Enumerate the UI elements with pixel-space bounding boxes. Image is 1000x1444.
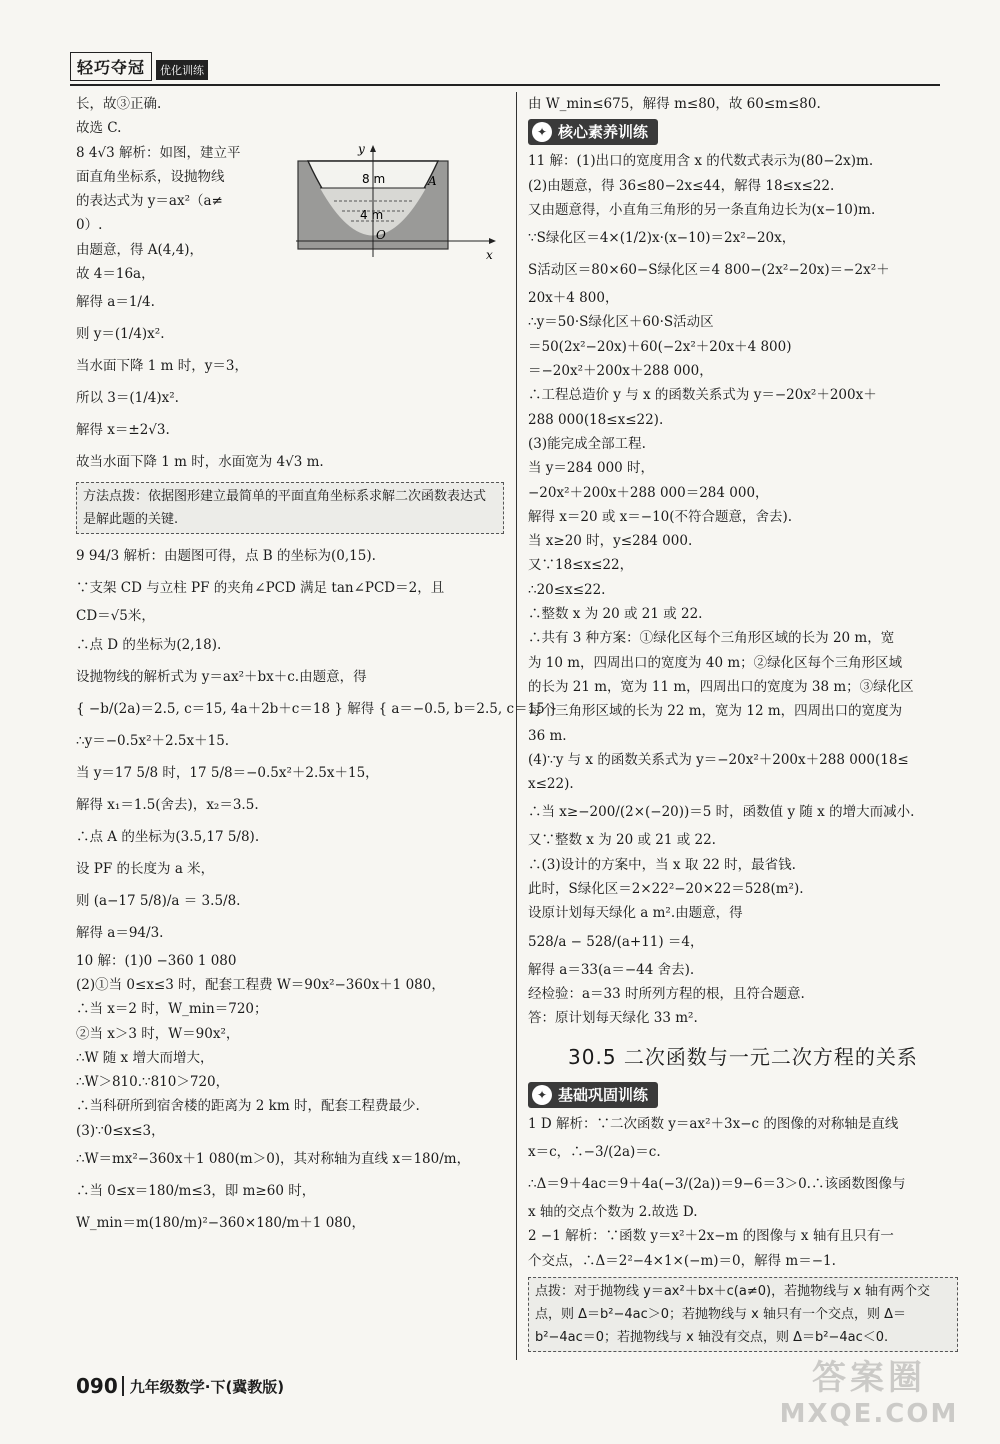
text-line: 解得 a＝33(a＝−44 舍去).: [528, 961, 695, 978]
text-line: ∴点 D 的坐标为(2,18).: [76, 636, 222, 653]
text-line: ∴当科研所到宿舍楼的距离为 2 km 时，配套工程费最少.: [76, 1098, 420, 1115]
text-line: 0）.: [76, 217, 103, 234]
channel-figure: [296, 143, 502, 265]
text-line: 10 解：(1)0 −360 1 080: [76, 952, 237, 969]
text-line: 设 PF 的长度为 a 米，: [76, 860, 215, 877]
right-column: [528, 92, 958, 1358]
text-line: 288 000(18≤x≤22).: [528, 411, 664, 428]
watermark-line-1: 答案圈: [812, 1358, 926, 1398]
text-line: 长，故③正确.: [76, 96, 162, 112]
tip-text: 点拨：对于抛物线 y＝ax²＋bx＋c(a≠0)，若抛物线与 x 轴有两个交点，则 Δ＝b²−4ac＞0；若抛物线与 x 轴只有一个交点，则 Δ＝b²−4ac＝0；若抛物线与 x 轴没有交点，则 Δ＝b²−4ac＜0.: [535, 1283, 931, 1345]
brand-subtitle: 优化训练: [156, 60, 208, 80]
text-line: x≤22).: [528, 776, 574, 793]
text-line: 由 W_min≤675，解得 m≤80，故 60≤m≤80.: [528, 96, 821, 112]
text-line: 个交点，∴Δ＝2²−4×1×(−m)＝0，解得 m＝−1.: [528, 1252, 836, 1269]
text-line: 11 解：(1)出口的宽度用含 x 的代数式表示为(80−2x)m.: [528, 153, 874, 170]
page-footer: [76, 1374, 284, 1398]
x-axis-label: x: [486, 248, 493, 262]
text-line: 解得 a＝94/3.: [76, 924, 164, 941]
text-line: 2 −1 解析：∵函数 y＝x²＋2x−m 的图像与 x 轴有且只有一: [528, 1228, 894, 1245]
page-header: [70, 58, 940, 86]
text-line: 又∵18≤x≤22，: [528, 557, 634, 574]
text-line: S活动区＝80×60−S绿化区＝4 800−(2x²−20x)＝−2x²＋: [528, 262, 890, 279]
text-line: 为 10 m，四周出口的宽度为 40 m；②绿化区每个三角形区域: [528, 654, 903, 671]
text-line: 故当水面下降 1 m 时，水面宽为 4√3 m.: [76, 454, 324, 471]
text-line: 当 x≥20 时，y≤284 000.: [528, 533, 693, 550]
text-line: 经检验：a＝33 时所列方程的根，且符合题意.: [528, 985, 805, 1002]
text-line: (4)∵y 与 x 的函数关系式为 y＝−20x²＋200x＋288 000(18≤: [528, 751, 909, 768]
text-line: 解得 x₁＝1.5(舍去)，x₂＝3.5.: [76, 796, 259, 813]
text-line: 当 y＝17 5/8 时，17 5/8＝−0.5x²＋2.5x＋15，: [76, 764, 379, 781]
badge-icon: ✦: [532, 122, 552, 142]
text-line: ∴工程总造价 y 与 x 的函数关系式为 y＝−20x²＋200x＋: [528, 387, 877, 404]
text-line: ∴(3)设计的方案中，当 x 取 22 时，最省钱.: [528, 856, 796, 873]
text-line: 8 4√3 解析：如图，建立平: [76, 144, 241, 161]
text-line: 则 y＝(1/4)x².: [76, 326, 165, 343]
book-title: 九年级数学·下(冀教版): [129, 1377, 285, 1396]
watermark: [764, 1350, 974, 1430]
text-line: (3)能完成全部工程.: [528, 435, 646, 452]
text-line: x 轴的交点个数为 2.故选 D.: [528, 1204, 698, 1221]
text-line: CD＝√5米，: [76, 608, 155, 625]
text-line: 解得 x＝20 或 x＝−10(不符合题意，舍去).: [528, 508, 793, 525]
parabola-channel-diagram: [296, 143, 502, 265]
text-line: ∵支架 CD 与立柱 PF 的夹角∠PCD 满足 tan∠PCD＝2，且: [76, 580, 445, 597]
text-line: 所以 3＝(1/4)x².: [76, 390, 179, 407]
text-line: ＝−20x²＋200x＋288 000，: [528, 363, 713, 380]
watermark-line-2: MXQE.COM: [779, 1399, 959, 1429]
text-line: 故选 C.: [76, 120, 122, 137]
text-line: ∴W＞810.∵810＞720，: [76, 1074, 230, 1091]
text-line: 每个三角形区域的长为 22 m，宽为 12 m，四周出口的宽度为: [528, 703, 903, 720]
column-divider: [516, 92, 517, 1360]
origin-label: O: [376, 228, 386, 242]
text-line: ②当 x＞3 时，W＝90x²，: [76, 1025, 240, 1042]
x-axis-arrow: [489, 238, 496, 244]
text-line: 设抛物线的解析式为 y＝ax²＋bx＋c.由题意，得: [76, 668, 367, 685]
text-line: 1 D 解析：∵二次函数 y＝ax²＋3x−c 的图像的对称轴是直线: [528, 1115, 899, 1132]
text-line: 36 m.: [528, 727, 567, 744]
text-line: ∴y＝50·S绿化区＋60·S活动区: [528, 314, 714, 331]
hint-tip-box: [528, 1277, 958, 1352]
banner-label: 基础巩固训练: [558, 1085, 649, 1104]
width-label: 8 m: [362, 172, 386, 186]
text-line: 当 y＝284 000 时，: [528, 460, 655, 477]
text-line: ∴当 x≥−200/(2×(−20))＝5 时，函数值 y 随 x 的增大而减小.: [528, 804, 915, 821]
text-line: 又∵整数 x 为 20 或 21 或 22.: [528, 832, 716, 849]
text-line: ＝50(2x²−20x)＋60(−2x²＋20x＋4 800): [528, 338, 792, 355]
equation-system: { −b/(2a)＝2.5, c＝15, 4a＋2b＋c＝18 } 解得 { a＝−0.5, b＝2.5, c＝15 }: [76, 700, 558, 717]
core-literacy-banner: [528, 119, 658, 145]
method-tip-box: [76, 482, 504, 534]
page-number: 090: [76, 1374, 118, 1398]
text-line: x＝c，∴−3/(2a)＝c.: [528, 1144, 661, 1161]
text-line: ∴当 x＝2 时，W_min＝720；: [76, 1001, 268, 1018]
brand-logo: 轻巧夺冠: [70, 52, 152, 81]
text-line: 的表达式为 y＝ax²（a≠: [76, 193, 223, 210]
text-line: 由题意，得 A(4,4)，: [76, 241, 204, 258]
text-line: ∴点 A 的坐标为(3.5,17 5/8).: [76, 828, 260, 845]
text-line: ∴W＝mx²−360x＋1 080(m＞0)，其对称轴为直线 x＝180/m，: [76, 1151, 471, 1168]
badge-icon: ✦: [532, 1085, 552, 1105]
text-line: ∴Δ＝9＋4ac＝9＋4a(−3/(2a))＝9−6＝3＞0.∴该函数图像与: [528, 1176, 906, 1193]
text-line: W_min＝m(180/m)²−360×180/m＋1 080，: [76, 1215, 365, 1232]
text-line: 又由题意得，小直角三角形的另一条直角边长为(x−10)m.: [528, 201, 876, 218]
text-line: 9 94/3 解析：由题图可得，点 B 的坐标为(0,15).: [76, 548, 376, 565]
text-line: 答：原计划每天绿化 33 m².: [528, 1010, 698, 1027]
tip-text: 方法点拨：依据图形建立最简单的平面直角坐标系求解二次函数表达式是解此题的关键.: [83, 489, 487, 528]
text-line: 解得 a＝1/4.: [76, 294, 155, 311]
footer-divider: [122, 1376, 124, 1396]
text-line: ∴20≤x≤22.: [528, 581, 606, 598]
point-a-label: A: [428, 174, 437, 188]
text-line: 当水面下降 1 m 时，y＝3，: [76, 358, 248, 375]
text-line: 的长为 21 m，宽为 11 m，四周出口的宽度为 38 m；③绿化区: [528, 678, 914, 695]
y-axis-arrow: [370, 145, 376, 152]
text-line: ∵S绿化区＝4×(1/2)x·(x−10)＝2x²−20x，: [528, 230, 796, 247]
text-line: 解得 x＝±2√3.: [76, 422, 170, 439]
section-title: 30.5 二次函数与一元二次方程的关系: [568, 1044, 918, 1069]
text-line: ∴当 0≤x＝180/m≤3，即 m≥60 时，: [76, 1183, 316, 1200]
text-line: −20x²＋200x＋288 000＝284 000，: [528, 484, 769, 501]
text-line: 故 4＝16a，: [76, 266, 155, 283]
text-line: (3)∵0≤x≤3，: [76, 1122, 165, 1139]
depth-label: 4 m: [360, 208, 384, 222]
text-line: (2)①当 0≤x≤3 时，配套工程费 W＝90x²−360x＋1 080，: [76, 976, 445, 993]
text-line: 528/a − 528/(a+11) ＝4，: [528, 933, 704, 950]
banner-label: 核心素养训练: [558, 123, 649, 142]
text-line: ∴共有 3 种方案：①绿化区每个三角形区域的长为 20 m，宽: [528, 630, 895, 647]
text-line: ∴整数 x 为 20 或 21 或 22.: [528, 606, 703, 623]
text-line: 20x＋4 800，: [528, 290, 619, 307]
text-line: 此时，S绿化区＝2×22²−20×22＝528(m²).: [528, 881, 804, 898]
text-line: 设原计划每天绿化 a m².由题意，得: [528, 905, 743, 922]
text-line: ∴W 随 x 增大而增大，: [76, 1049, 214, 1066]
text-line: 面直角坐标系，设抛物线: [76, 168, 225, 185]
text-line: 则 (a−17 5/8)/a ＝ 3.5/8.: [76, 892, 241, 909]
y-axis-label: y: [358, 142, 365, 156]
text-line: (2)由题意，得 36≤80−2x≤44，解得 18≤x≤22.: [528, 177, 835, 194]
text-line: ∴y＝−0.5x²＋2.5x＋15.: [76, 732, 230, 749]
basic-training-banner: [528, 1082, 658, 1108]
